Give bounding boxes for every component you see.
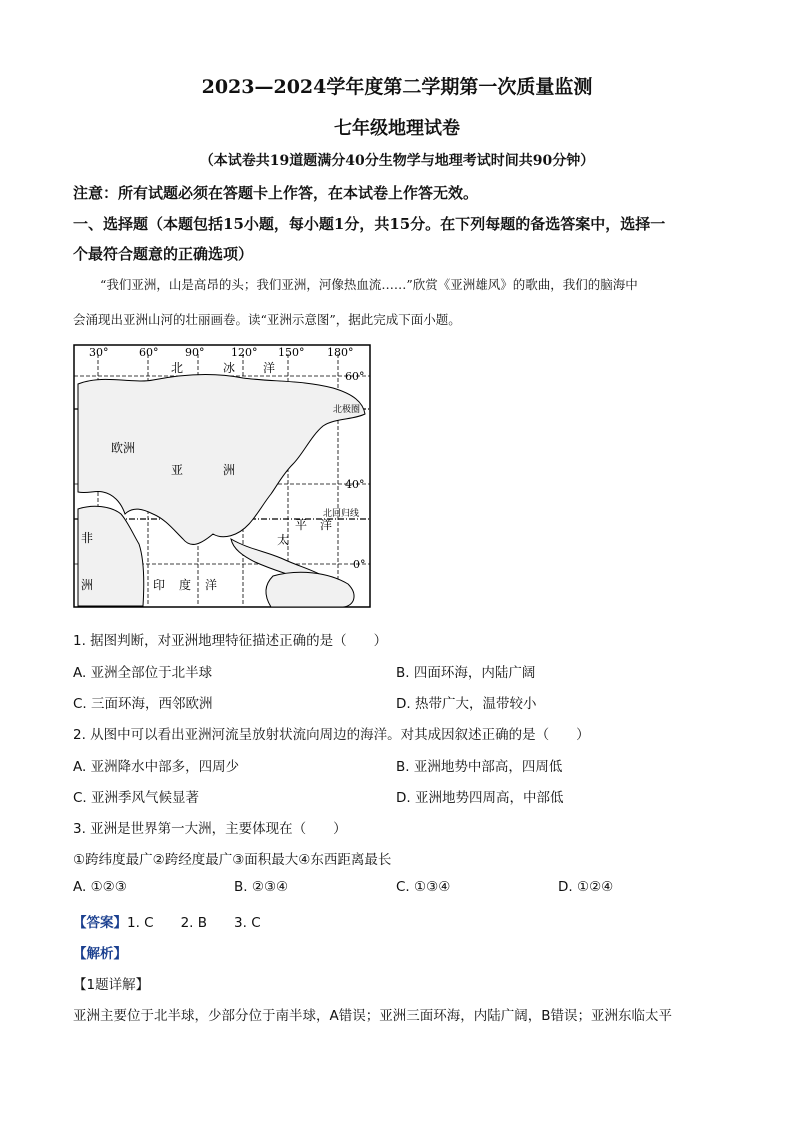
q3-option-b: B. ②③④ (234, 879, 289, 895)
q3-option-c: C. ①③④ (396, 879, 451, 895)
section-heading-line2: 个最符合题意的正确选项） (73, 245, 254, 263)
q1-option-d: D. 热带广大，温带较小 (396, 696, 537, 712)
q2-option-b: B. 亚洲地势中部高，四周低 (396, 759, 563, 775)
map-region-europe: 欧洲 (111, 441, 136, 455)
exam-title: 2023—2024学年度第二学期第一次质量监测 (201, 76, 593, 98)
map-lon-60: 60° (139, 346, 159, 359)
q3-option-d: D. ①②④ (558, 879, 614, 895)
map-lon-90: 90° (185, 346, 205, 359)
q1-stem: 1. 据图判断，对亚洲地理特征描述正确的是（ ） (73, 633, 388, 649)
map-region-ya: 亚 (171, 463, 184, 477)
map-lon-180: 180° (327, 346, 354, 359)
map-region-africa-zhou: 洲 (81, 578, 94, 592)
asia-map (73, 344, 371, 608)
exam-subtitle: 七年级地理试卷 (334, 118, 460, 139)
q1-option-b: B. 四面环海，内陆广阔 (396, 665, 536, 681)
intro-line2: 会涌现出亚洲山河的壮丽画卷。读“亚洲示意图”，据此完成下面小题。 (73, 312, 461, 327)
q1-option-c: C. 三面环海，西邻欧洲 (73, 696, 213, 712)
map-region-bing: 冰 (223, 361, 236, 375)
q3-stem: 3. 亚洲是世界第一大洲，主要体现在（ ） (73, 821, 347, 837)
map-lat-0: 0° (353, 558, 366, 571)
map-region-tai: 太 (277, 533, 290, 547)
notice: 注意：所有试题必须在答题卡上作答，在本试卷上作答无效。 (73, 184, 479, 202)
q3-statements: ①跨纬度最广②跨经度最广③面积最大④东西距离最长 (73, 852, 392, 868)
q2-option-c: C. 亚洲季风气候显著 (73, 790, 200, 806)
intro-line1: “我们亚洲，山是高昂的头；我们亚洲，河像热血流……”欣赏《亚洲雄风》的歌曲，我们的脑海中 (100, 277, 638, 292)
answer-text: 1. C 2. B 3. C (127, 915, 261, 931)
q1-option-a: A. 亚洲全部位于北半球 (73, 665, 213, 681)
map-lat-60: 60° (345, 370, 365, 383)
exam-note: （本试卷共19道题满分40分生物学与地理考试时间共90分钟） (199, 153, 595, 169)
answer-line (73, 911, 261, 931)
analysis-label: 【解析】 (73, 946, 127, 962)
section-heading-line1: 一、选择题（本题包括15小题，每小题1分，共15分。在下列每题的备选答案中，选择一 (73, 215, 666, 233)
q3-option-a: A. ①②③ (73, 879, 127, 895)
answer-label: 【答案】 (73, 915, 127, 931)
map-region-pacific-yang: 洋 (320, 518, 333, 532)
map-region-yin: 印 (153, 578, 166, 592)
map-region-du: 度 (179, 578, 192, 592)
q2-option-a: A. 亚洲降水中部多，四周少 (73, 759, 240, 775)
map-region-bei: 北 (171, 361, 184, 375)
map-lat-40: 40° (345, 478, 365, 491)
map-region-yang: 洋 (263, 361, 276, 375)
map-arctic-circle-label: 北极圈 (333, 405, 361, 415)
map-region-fei: 非 (81, 531, 94, 545)
q2-stem: 2. 从图中可以看出亚洲河流呈放射状流向周边的海洋。对其成因叙述正确的是（ ） (73, 727, 590, 743)
map-region-indian-yang: 洋 (205, 578, 218, 592)
q1-detail-label: 【1题详解】 (73, 977, 150, 993)
map-lon-120: 120° (231, 346, 258, 359)
analysis-text: 亚洲主要位于北半球，少部分位于南半球，A错误；亚洲三面环海，内陆广阔，B错误；亚洲东临太平 (73, 1008, 672, 1024)
q2-option-d: D. 亚洲地势四周高，中部低 (396, 790, 564, 806)
map-lon-30: 30° (89, 346, 109, 359)
map-tropic-label: 北回归线 (323, 509, 360, 519)
map-region-ping: 平 (295, 518, 308, 532)
map-lon-150: 150° (278, 346, 305, 359)
map-region-zhou: 洲 (223, 463, 236, 477)
